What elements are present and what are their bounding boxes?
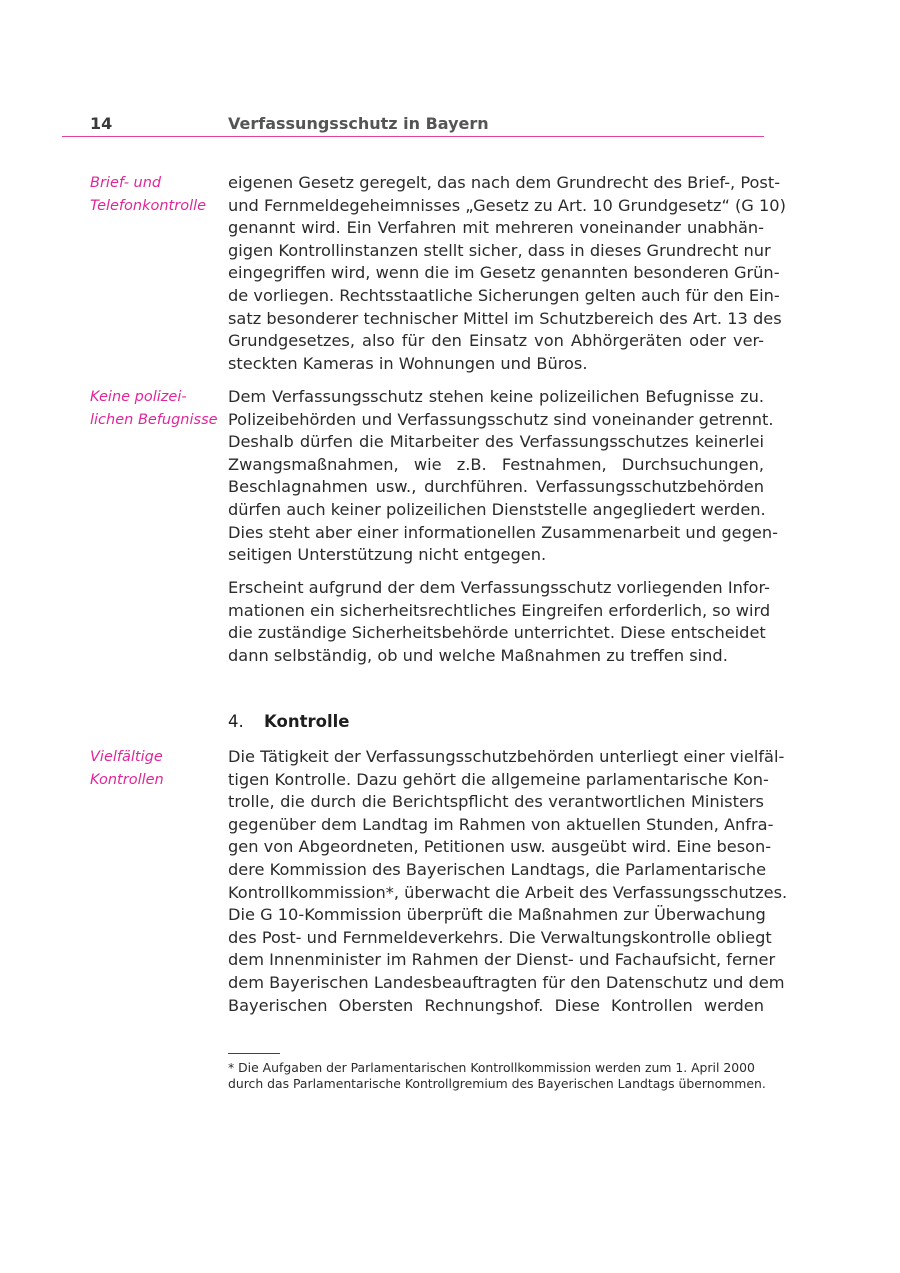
paragraph-2	[228, 386, 778, 567]
text-line: seitigen Unterstützung nicht entgegen.	[228, 545, 547, 565]
text-line: gigen Kontrollinstanzen stellt sicher, dass in dieses Grundrecht nur	[228, 240, 771, 260]
section-title: Kontrolle	[264, 712, 350, 731]
footnote-line: durch das Parlamentarische Kontrollgremium des Bayerischen Landtags übernommen.	[228, 1076, 766, 1091]
text-line: dem Innenminister im Rahmen der Dienst- und Fachaufsicht, ferner	[228, 950, 776, 970]
text-line: eigenen Gesetz geregelt, das nach dem Grundrecht des Brief-, Post-	[228, 173, 781, 192]
text-line: dürfen auch keiner polizeilichen Dienststelle angegliedert werden.	[228, 499, 766, 519]
text-line: Erscheint aufgrund der dem Verfassungsschutz vorliegenden Infor-	[228, 578, 770, 597]
paragraph-3	[228, 577, 771, 667]
text-line: Dies steht aber einer informationellen Zusammenarbeit und gegen-	[228, 522, 778, 542]
margin-note-vielfaeltige-kontrollen	[90, 746, 220, 792]
paragraph-1	[228, 172, 786, 375]
text-line: des Post- und Fernmeldeverkehrs. Die Verwaltungskontrolle obliegt	[228, 927, 772, 947]
text-line: satz besonderer technischer Mittel im Schutzbereich des Art. 13 des	[228, 308, 782, 328]
margin-note-line: Kontrollen	[90, 772, 164, 788]
text-line: eingegriffen wird, wenn die im Gesetz genannten besonderen Grün-	[228, 263, 780, 283]
footnote	[228, 1060, 768, 1092]
text-line: Dem Verfassungsschutz stehen keine polizeilichen Befugnisse zu.	[228, 387, 764, 406]
text-line: gegenüber dem Landtag im Rahmen von aktuellen Stunden, Anfra-	[228, 814, 774, 834]
header-rule	[62, 136, 764, 137]
text-line: Grundgesetzes, also für den Einsatz von Abhörgeräten oder ver-	[228, 331, 764, 351]
text-line: Polizeibehörden und Verfassungsschutz sind voneinander getrennt.	[228, 409, 774, 429]
text-line: steckten Kameras in Wohnungen und Büros.	[228, 353, 588, 373]
text-line: trolle, die durch die Berichtspflicht des verantwortlichen Ministers	[228, 792, 764, 812]
margin-note-line: Brief- und	[90, 175, 162, 191]
text-line: gen von Abgeordneten, Petitionen usw. ausgeübt wird. Eine beson-	[228, 837, 772, 857]
text-line: dem Bayerischen Landesbeauftragten für den Datenschutz und dem	[228, 972, 785, 992]
section-heading	[228, 712, 349, 731]
text-line: Zwangsmaßnahmen, wie z.B. Festnahmen, Durchsuchungen,	[228, 454, 764, 474]
margin-note-brief-telefonkontrolle	[90, 172, 220, 218]
margin-note-line: lichen Befugnisse	[90, 412, 218, 428]
text-line: mationen ein sicherheitsrechtliches Eingreifen erforderlich, so wird	[228, 600, 771, 620]
text-line: Beschlagnahmen usw., durchführen. Verfassungsschutzbehörden	[228, 477, 764, 497]
margin-note-line: Vielfältige	[90, 749, 163, 765]
page-number: 14	[90, 114, 113, 133]
margin-note-line: Keine polizei-	[90, 389, 187, 405]
text-line: de vorliegen. Rechtsstaatliche Sicherungen gelten auch für den Ein-	[228, 285, 780, 305]
margin-note-line: Telefonkontrolle	[90, 198, 207, 214]
text-line: tigen Kontrolle. Dazu gehört die allgemeine parlamentarische Kon-	[228, 769, 769, 789]
margin-note-keine-polizeilichen-befugnisse	[90, 386, 220, 432]
text-line: Die G 10-Kommission überprüft die Maßnahmen zur Überwachung	[228, 905, 766, 925]
text-line: Kontrollkommission*, überwacht die Arbeit des Verfassungsschutzes.	[228, 882, 788, 902]
section-number: 4.	[228, 712, 244, 731]
text-line: genannt wird. Ein Verfahren mit mehreren voneinander unabhän-	[228, 218, 764, 238]
text-line: dere Kommission des Bayerischen Landtags, die Parlamentarische	[228, 859, 767, 879]
running-title: Verfassungsschutz in Bayern	[228, 114, 489, 133]
text-line: Die Tätigkeit der Verfassungsschutzbehörden unterliegt einer vielfäl-	[228, 747, 785, 766]
text-line: die zuständige Sicherheitsbehörde unterrichtet. Diese entscheidet	[228, 623, 766, 643]
footnote-line: * Die Aufgaben der Parlamentarischen Kontrollkommission werden zum 1. April 2000	[228, 1060, 755, 1075]
text-line: und Fernmeldegeheimnisses „Gesetz zu Art. 10 Grundgesetz“ (G 10)	[228, 195, 786, 215]
text-line: dann selbständig, ob und welche Maßnahmen zu treffen sind.	[228, 645, 728, 665]
text-line: Bayerischen Obersten Rechnungshof. Diese Kontrollen werden	[228, 995, 764, 1015]
footnote-rule	[228, 1053, 280, 1054]
text-line: Deshalb dürfen die Mitarbeiter des Verfassungsschutzes keinerlei	[228, 432, 764, 452]
paragraph-4	[228, 746, 788, 1017]
